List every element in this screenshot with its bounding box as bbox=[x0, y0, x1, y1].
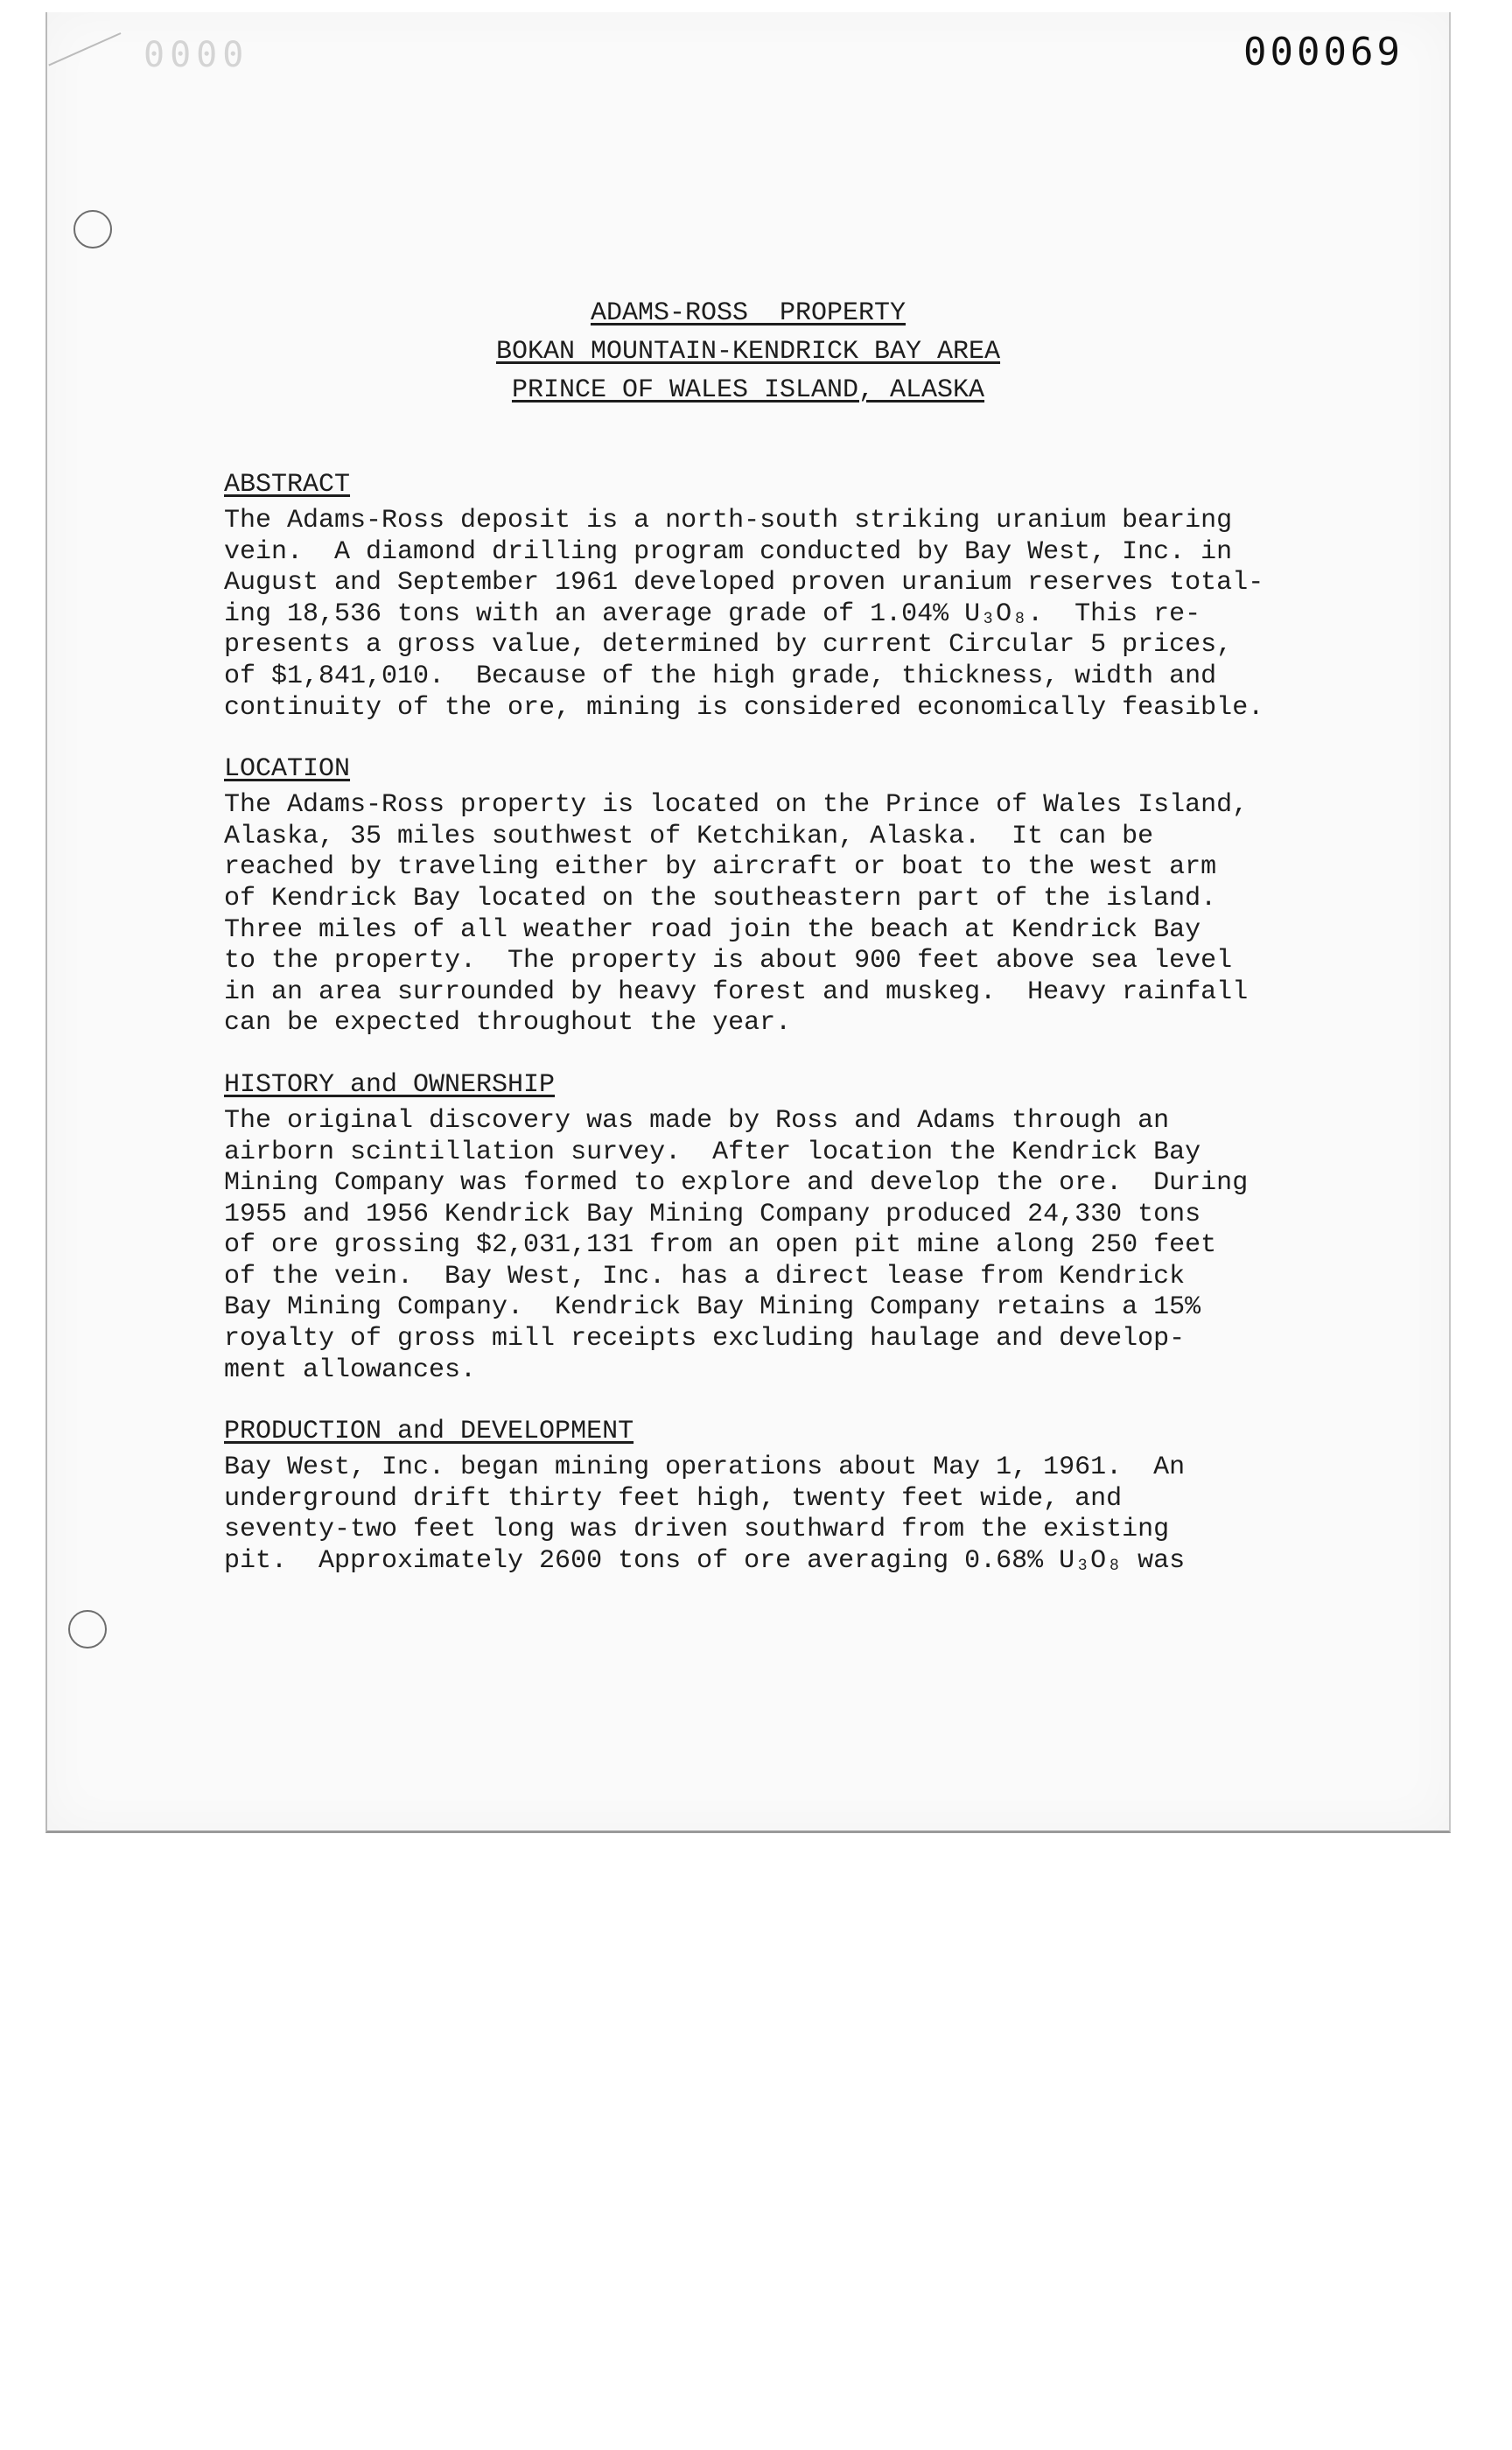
faint-page-number: 0000 bbox=[144, 35, 249, 75]
corner-mark bbox=[48, 32, 131, 90]
title-line-3: PRINCE OF WALES ISLAND, ALASKA bbox=[511, 375, 985, 405]
section-heading: PRODUCTION and DEVELOPMENT bbox=[224, 1417, 634, 1447]
section-heading: ABSTRACT bbox=[224, 470, 351, 500]
section-text: The Adams-Ross deposit is a north-south striking uranium bearing vein. A diamond drilling program conducted by Bay West, Inc. in August and September 1961 developed proven uranium reserves total- ing 18,536 tons with an average grade of 1.04% U₃O₈. This re- presents a gross value, determined by current Circular 5 prices, of $1,841,010. Because of the high grade, thickness, width and continuity of the ore, mining is considered economically feasible. bbox=[224, 506, 1264, 723]
document-page bbox=[46, 12, 1451, 1833]
section-heading: HISTORY and OWNERSHIP bbox=[224, 1069, 556, 1100]
punch-hole-bottom bbox=[68, 1610, 107, 1648]
section-heading: LOCATION bbox=[224, 754, 351, 785]
page-number: 000069 bbox=[1243, 30, 1404, 74]
title-line-2: BOKAN MOUNTAIN-KENDRICK BAY AREA bbox=[495, 337, 1001, 367]
document-title bbox=[47, 294, 1449, 410]
section-text: The Adams-Ross property is located on the Prince of Wales Island, Alaska, 35 miles southwest of Ketchikan, Alaska. It can be reached by traveling either by aircraft or boat to the west arm of Kendrick Bay located on the southeastern part of the island. Three miles of all weather road join the beach at Kendrick Bay to the property. The property is about 900 feet above sea level in an area surrounded by heavy forest and muskeg. Heavy rainfall can be expected throughout the year. bbox=[224, 790, 1249, 1039]
punch-hole-top bbox=[74, 210, 112, 248]
document-body bbox=[224, 467, 1396, 1606]
section-text: Bay West, Inc. began mining operations about May 1, 1961. An underground drift thirty feet high, twenty feet wide, and seventy-two feet long was driven southward from the existing pit. Approximately 2600 tons of ore averaging 0.68% U₃O₈ was bbox=[224, 1452, 1186, 1577]
section-history bbox=[224, 1068, 1396, 1386]
section-production bbox=[224, 1414, 1396, 1577]
section-text: The original discovery was made by Ross and Adams through an airborn scintillation survey. After location the Kendrick Bay Mining Company was formed to explore and develop the ore. During 1955 and 1956 Kendrick Bay Mining Company produced 24,330 tons of ore grossing $2,031,131 from an open pit mine along 250 feet of the vein. Bay West, Inc. has a direct lease from Kendrick Bay Mining Company. Kendrick Bay Mining Company retains a 15% royalty of gross mill receipts excluding haulage and develop- ment allowances. bbox=[224, 1105, 1249, 1385]
title-line-1: ADAMS-ROSS PROPERTY bbox=[590, 298, 906, 328]
section-location bbox=[224, 752, 1396, 1040]
section-abstract bbox=[224, 467, 1396, 724]
